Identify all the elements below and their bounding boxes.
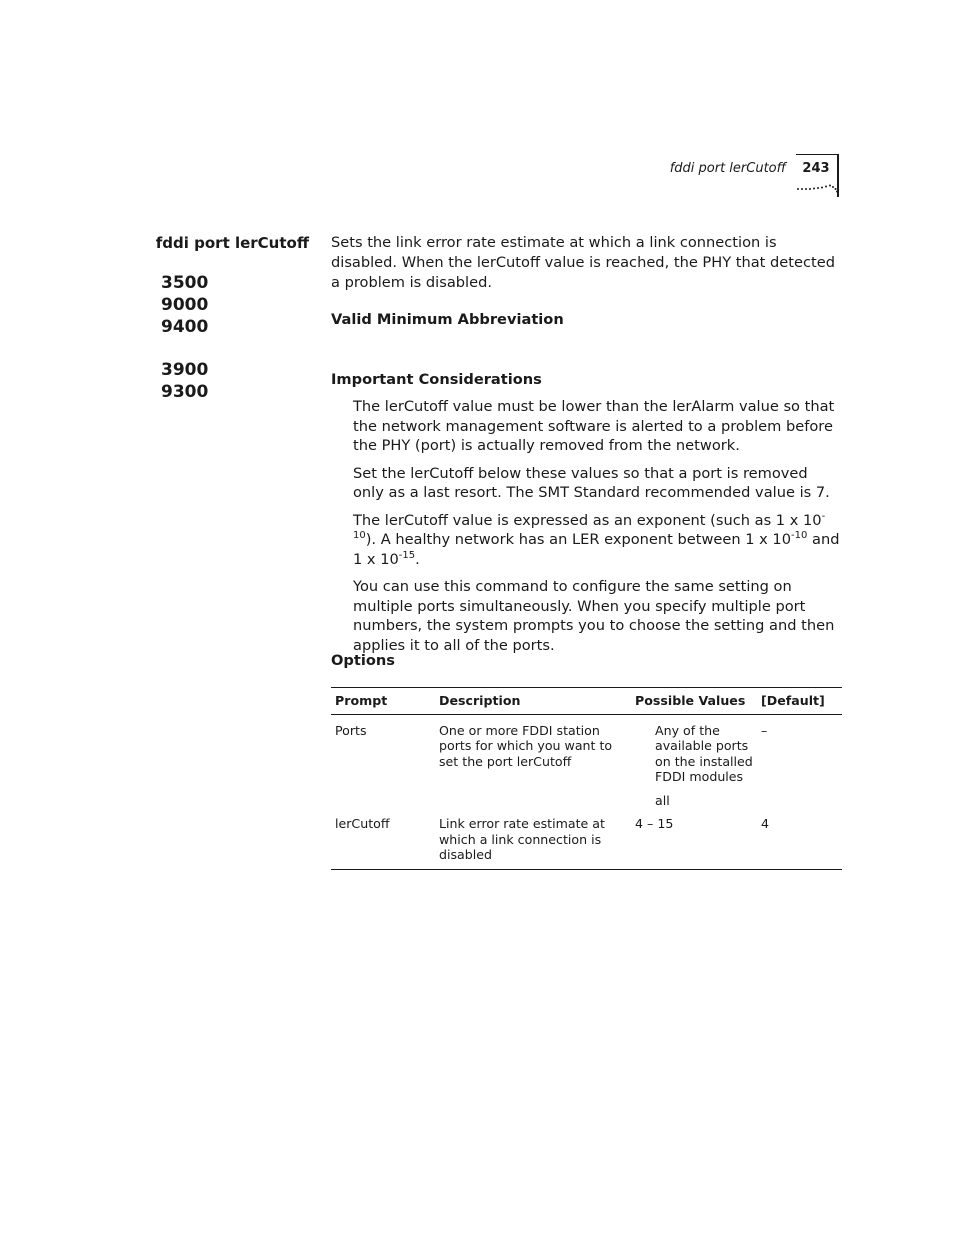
cell-possible-values (631, 714, 757, 808)
column-header-description: Description (435, 688, 631, 715)
text-run: ). A healthy network has an LER exponent between 1 x 10 (365, 531, 792, 548)
valid-min-abbrev-heading: Valid Minimum Abbreviation (331, 311, 564, 328)
consideration-paragraph (353, 511, 843, 570)
cell-description: Link error rate estimate at which a link connection is disabled (435, 808, 631, 869)
platform-list-1 (161, 272, 208, 338)
page-number: 243 (802, 161, 830, 176)
platform-model: 9000 (161, 295, 209, 315)
intro-paragraph: Sets the link error rate estimate at which a link connection is disabled. When the lerCutoff value is reached, the PHY that detected a problem is disabled. (331, 234, 835, 291)
consideration-paragraph: The lerCutoff value must be lower than the lerAlarm value so that the network management software is alerted to a problem before the PHY (port) is actually removed from the network. (353, 398, 835, 454)
platform-model: 3500 (161, 273, 209, 293)
column-header-prompt: Prompt (331, 688, 435, 715)
running-title: fddi port lerCutoff (669, 161, 786, 176)
cell-default: 4 (757, 808, 842, 869)
text-run: and 1 x 10 (353, 531, 840, 568)
cell-prompt: Ports (335, 722, 367, 738)
header-rule-top (796, 154, 839, 155)
text-run: . (415, 550, 420, 568)
cell-description: One or more FDDI station ports for which you want to set the port lerCutoff (439, 722, 613, 769)
considerations-list (353, 397, 843, 663)
important-considerations-heading: Important Considerations (331, 371, 542, 388)
text-run: The lerCutoff value is expressed as an exponent (such as 1 x 10 (353, 511, 822, 529)
header-dots-ornament (796, 180, 840, 194)
consideration-paragraph: Set the lerCutoff below these values so that a port is removed only as a last resort. The SMT Standard recommended value is 7. (353, 464, 830, 501)
table-row (331, 808, 842, 869)
exponent: -10 (791, 530, 808, 542)
cell-default: – (761, 722, 768, 738)
cell-possible-values: 4 – 15 (631, 808, 757, 869)
options-heading: Options (331, 652, 395, 669)
options-table (331, 687, 842, 870)
column-header-possible-values: Possible Values (631, 688, 757, 715)
cell-prompt: lerCutoff (331, 808, 435, 869)
platform-list-2 (161, 359, 208, 403)
column-header-default: [Default] (757, 688, 842, 715)
possible-value: all (655, 792, 670, 808)
platform-model: 9400 (161, 317, 209, 337)
table-header-row (331, 688, 842, 715)
platform-model: 9300 (161, 382, 209, 402)
command-title: fddi port lerCutoff (155, 234, 309, 252)
exponent: -15 (398, 549, 416, 561)
possible-value: Any of the available ports on the installed FDDI modules (655, 722, 753, 784)
platform-model: 3900 (161, 360, 209, 380)
exponent: -10 (353, 510, 826, 542)
consideration-paragraph: You can use this command to configure the same setting on multiple ports simultaneously. When you specify multiple port numbers, the system prompts you to choose the setting and then applies it to all of the ports. (353, 578, 835, 654)
table-row (331, 714, 842, 808)
